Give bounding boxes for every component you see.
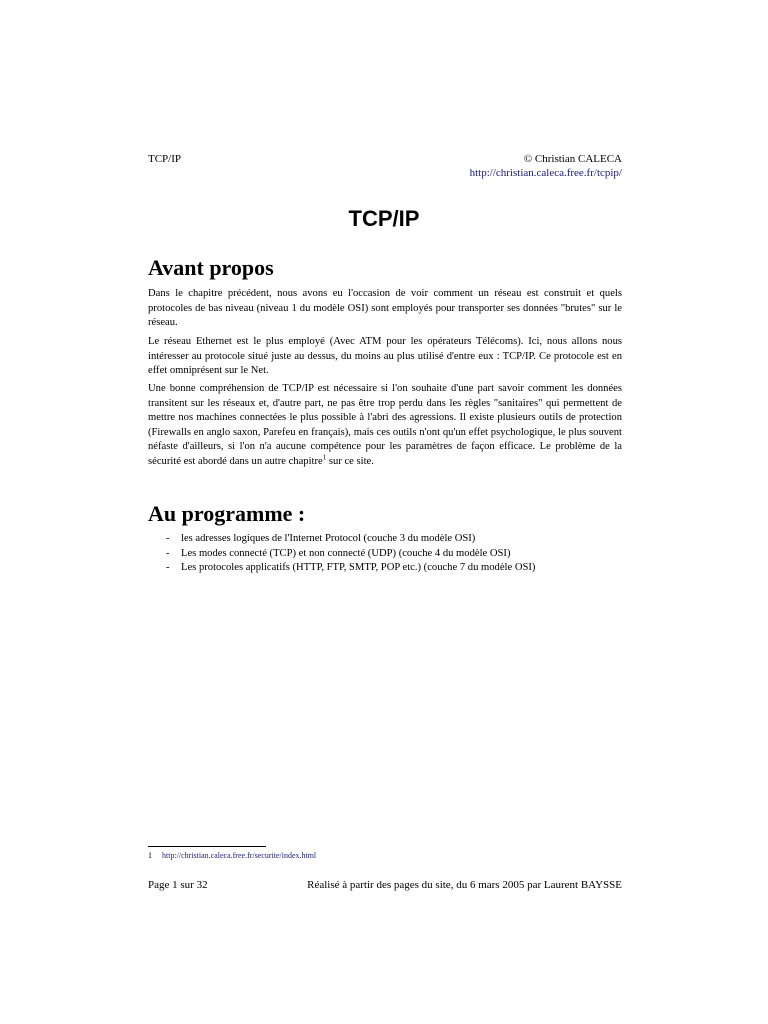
footnote-number: 1 [148,851,152,860]
running-header-title: TCP/IP [148,153,182,165]
programme-list [166,532,626,576]
footnote-url-link[interactable]: http://christian.caleca.free.fr/securite/index.html [162,851,317,860]
footnote-divider [148,846,266,847]
list-item: - Les modes connecté (TCP) et non connecté (UDP) (couche 4 du modèle OSI) [166,547,626,562]
section-heading-avant-propos: Avant propos [148,255,274,280]
list-item: - Les protocoles applicatifs (HTTP, FTP, SMTP, POP etc.) (couche 7 du modèle OSI) [166,561,626,576]
footnote [148,850,316,861]
document-title: TCP/IP [348,206,420,231]
page-number: Page 1 sur 32 [148,879,208,891]
footer-credit: Réalisé à partir des pages du site, du 6 mars 2005 par Laurent BAYSSE [307,879,622,891]
paragraph-security-end: sur ce site. [326,455,374,467]
paragraph-intro: Dans le chapitre précédent, nous avons eu l'occasion de voir comment un réseau est construit et quels protocoles de bas niveau (niveau 1 du modèle OSI) sont employés pour transporter ses données "brutes" sur le réseau. [148,288,622,329]
copyright-line: © Christian CALECA [523,153,622,165]
section-heading-programme: Au programme : [148,501,306,526]
paragraph-ethernet: Le réseau Ethernet est le plus employé (Avec ATM pour les opérateurs Télécoms). Ici, nous allons nous intéresser au protocole situé juste au dessus, du moins au plus utilisé d'entre eux : TCP/IP. Ce protocole est en effet omniprésent sur le Net. [148,336,622,377]
paragraph-security-text: Une bonne compréhension de TCP/IP est nécessaire si l'on souhaite d'une part savoir comment les données transitent sur les réseaux et, d'autre part, ne pas être trop perdu dans les règles "sanitaires" qui permettent de mettre nos machines connectées le plus possible à l'abri des agressions. Il existe plusieurs outils de protection (Firewalls en anglo saxon, Parefeu en français), mais ces outils n'ont qu'un effet psychologique, le plus souvent néfaste d'ailleurs, si l'on n'a aucune compétence pour les paramètres de façon efficace. Le problème de la sécurité est abordé dans un autre chapitre [148,383,622,467]
running-header-author [470,152,622,180]
paragraph-tcpip-security [148,382,622,470]
header-url-link[interactable]: http://christian.caleca.free.fr/tcpip/ [469,167,622,179]
footnote-reference[interactable]: 1 [322,453,327,462]
list-item: - les adresses logiques de l'Internet Protocol (couche 3 du modèle OSI) [166,532,626,547]
